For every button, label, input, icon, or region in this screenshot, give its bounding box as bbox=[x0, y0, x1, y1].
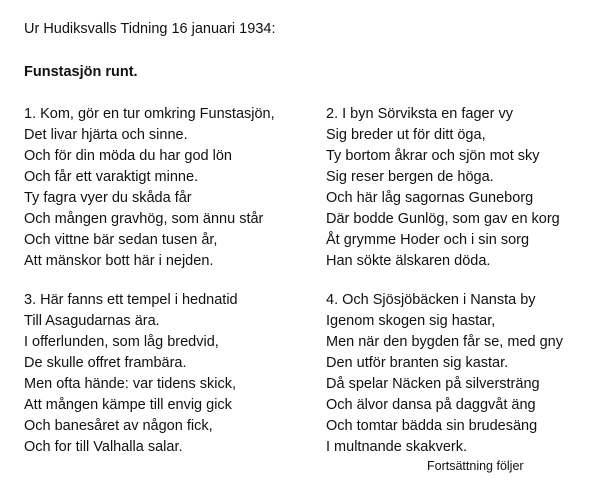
stanza-line: Han sökte älskaren döda. bbox=[326, 253, 491, 269]
stanza-line: Och här låg sagornas Guneborg bbox=[326, 190, 534, 206]
stanza-line: Åt grymme Hoder och i sin sorg bbox=[326, 232, 530, 248]
stanza-line: I offerlunden, som låg bredvid, bbox=[24, 334, 219, 350]
stanza-line: Den utför branten sig kastar. bbox=[326, 355, 509, 371]
stanza-line: 2. I byn Sörviksta en fager vy bbox=[326, 106, 513, 122]
stanza-line: Och för din möda du har god lön bbox=[24, 148, 232, 164]
poem-title: Funstasjön runt. bbox=[24, 64, 138, 80]
stanza-3 bbox=[24, 290, 238, 458]
stanza-line: Det livar hjärta och sinne. bbox=[24, 127, 188, 143]
source-line: Ur Hudiksvalls Tidning 16 januari 1934: bbox=[24, 21, 276, 37]
stanza-line: Men när den bygden får se, med gny bbox=[326, 334, 563, 350]
stanza-2 bbox=[326, 104, 560, 272]
stanza-1 bbox=[24, 104, 275, 272]
stanza-line: Och älvor dansa på daggvåt äng bbox=[326, 397, 536, 413]
stanza-line: Och får ett varaktigt minne. bbox=[24, 169, 199, 185]
stanza-line: Och tomtar bädda sin brudesäng bbox=[326, 418, 538, 434]
continued-note: Fortsättning följer bbox=[427, 459, 524, 473]
stanza-line: Och banesåret av någon fick, bbox=[24, 418, 213, 434]
stanza-line: Igenom skogen sig hastar, bbox=[326, 313, 496, 329]
stanza-line: 3. Här fanns ett tempel i hednatid bbox=[24, 292, 238, 308]
stanza-line: De skulle offret frambära. bbox=[24, 355, 187, 371]
stanza-line: Till Asagudarnas ära. bbox=[24, 313, 160, 329]
stanza-line: Men ofta hände: var tidens skick, bbox=[24, 376, 236, 392]
stanza-line: Ty bortom åkrar och sjön mot sky bbox=[326, 148, 540, 164]
stanza-line: Ty fagra vyer du skåda får bbox=[24, 190, 192, 206]
stanza-line: Och vittne bär sedan tusen år, bbox=[24, 232, 218, 248]
stanza-line: 4. Och Sjösjöbäcken i Nansta by bbox=[326, 292, 536, 308]
stanza-line: Att mänskor bott här i nejden. bbox=[24, 253, 214, 269]
stanza-line: Sig breder ut för ditt öga, bbox=[326, 127, 486, 143]
stanza-line: Sig reser bergen de höga. bbox=[326, 169, 494, 185]
stanza-line: 1. Kom, gör en tur omkring Funstasjön, bbox=[24, 106, 275, 122]
stanza-line: Och mången gravhög, som ännu står bbox=[24, 211, 264, 227]
stanza-line: Där bodde Gunlög, som gav en korg bbox=[326, 211, 560, 227]
stanza-line: Att mången kämpe till envig gick bbox=[24, 397, 232, 413]
stanza-4 bbox=[326, 290, 563, 458]
stanza-line: Då spelar Näcken på silversträng bbox=[326, 376, 540, 392]
stanza-line: Och for till Valhalla salar. bbox=[24, 439, 183, 455]
stanza-line: I multnande skakverk. bbox=[326, 439, 468, 455]
